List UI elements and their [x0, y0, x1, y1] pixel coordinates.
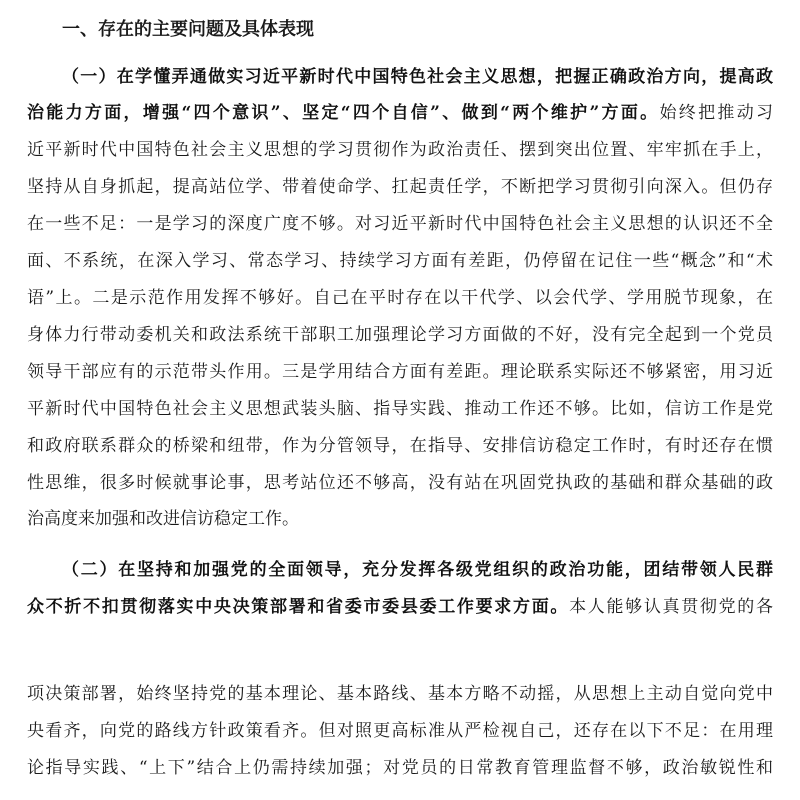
- bold-text: （二）在坚持和加强党的全面领导，充分发挥各级党组织的政治功能，团结带领人民群: [62, 560, 773, 580]
- body-text: 领导干部应有的示范带头作用。三是学用结合方面有差距。理论联系实际还不够紧密，用习近: [27, 362, 773, 382]
- paragraph-1-line: [27, 471, 773, 495]
- section-heading: 一、存在的主要问题及具体表现: [62, 19, 314, 40]
- paragraph-1-line: [27, 323, 773, 347]
- body-text: 始终把推动习: [659, 103, 774, 123]
- paragraph-2-line: [62, 558, 773, 582]
- paragraph-1-line: [27, 286, 773, 310]
- paragraph-1-line: [27, 507, 773, 531]
- body-text: 平新时代中国特色社会主义思想武装头脑、指导实践、推动工作还不够。比如，信访工作是党: [27, 399, 773, 419]
- paragraph-2-line: [27, 756, 773, 780]
- body-text: 论指导实践、“上下”结合上仍需持续加强；对党员的日常教育管理监督不够，政治敏锐性和: [27, 758, 773, 778]
- paragraph-1-line: [27, 249, 773, 273]
- body-text: 性思维，很多时候就事论事，思考站位还不够高，没有站在巩固党执政的基础和群众基础的政: [27, 473, 773, 493]
- body-text: 项决策部署，始终坚持党的基本理论、基本路线、基本方略不动摇，从思想上主动自觉向党中: [27, 684, 773, 704]
- paragraph-1-line: [27, 212, 773, 236]
- body-text: 坚持从自身抓起，提高站位学、带着使命学、扛起责任学，不断把学习贯彻引向深入。但仍存: [27, 177, 773, 197]
- paragraph-1-line: [27, 397, 773, 421]
- paragraph-2-line: [27, 682, 773, 706]
- bold-text: 治能力方面，增强“四个意识”、坚定“四个自信”、做到“两个维护”方面。: [27, 103, 660, 123]
- paragraph-1-line: [27, 434, 773, 458]
- paragraph-2-line: [27, 719, 773, 743]
- body-text: 央看齐，向党的路线方针政策看齐。但对照更高标准从严检视自己，还存在以下不足：在用理: [27, 721, 773, 741]
- bold-text: 众不折不扣贯彻落实中央决策部署和省委市委县委工作要求方面。: [27, 597, 570, 617]
- body-text: 面、不系统，在深入学习、常态学习、持续学习方面有差距，仍停留在记住一些“概念”和“术: [27, 251, 773, 271]
- body-text: 治高度来加强和改进信访稳定工作。: [27, 509, 299, 529]
- body-text: 在一些不足：一是学习的深度广度不够。对习近平新时代中国特色社会主义思想的认识还不全: [27, 214, 773, 234]
- paragraph-1-line: [27, 360, 773, 384]
- paragraph-1-line: [27, 175, 773, 199]
- bold-text: （一）在学懂弄通做实习近平新时代中国特色社会主义思想，把握正确政治方向，提高政: [62, 67, 773, 87]
- body-text: 和政府联系群众的桥梁和纽带，作为分管领导，在指导、安排信访稳定工作时，有时还存在惯: [27, 436, 773, 456]
- body-text: 近平新时代中国特色社会主义思想的学习贯彻作为政治责任、摆到突出位置、牢牢抓在手上，: [27, 140, 773, 160]
- paragraph-1-line: [27, 101, 773, 125]
- body-text: 身体力行带动委机关和政法系统干部职工加强理论学习方面做的不好，没有完全起到一个党员: [27, 325, 773, 345]
- paragraph-1-line: [27, 138, 773, 162]
- body-text: 语”上。二是示范作用发挥不够好。自己在平时存在以干代学、以会代学、学用脱节现象，在: [27, 288, 773, 308]
- body-text: 本人能够认真贯彻党的各: [569, 597, 774, 617]
- paragraph-2-line: [27, 595, 773, 619]
- paragraph-1-line: [62, 65, 773, 89]
